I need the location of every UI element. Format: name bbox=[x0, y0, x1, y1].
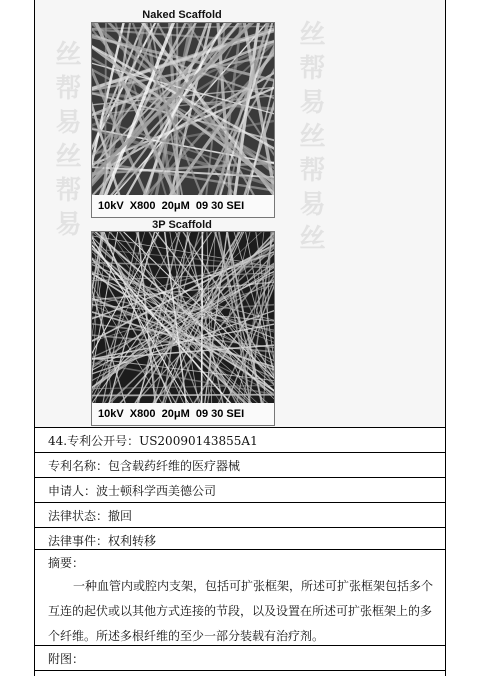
pub-number-text: 44.专利公开号：US20090143855A1 bbox=[48, 434, 258, 448]
watermark-left: 丝帮易丝帮易 bbox=[51, 40, 81, 244]
row-pub-number bbox=[35, 427, 445, 452]
abstract-label: 摘要： bbox=[48, 556, 85, 570]
sem-figure bbox=[35, 0, 445, 427]
naked-fiber-texture bbox=[92, 23, 274, 195]
row-legal-event bbox=[35, 527, 445, 549]
document-page bbox=[34, 0, 446, 676]
legal-status-text: 法律状态：撤回 bbox=[48, 509, 133, 523]
row-figure-label bbox=[35, 645, 445, 670]
row-patent-name bbox=[35, 452, 445, 477]
legal-event-text: 法律事件：权利转移 bbox=[48, 534, 157, 548]
row-abstract bbox=[35, 549, 445, 645]
table-bottom-border bbox=[35, 670, 445, 671]
bottom-image-title: 3P Scaffold bbox=[152, 219, 212, 231]
row-applicant bbox=[35, 477, 445, 502]
applicant-text: 申请人：波士顿科学西美德公司 bbox=[48, 484, 217, 498]
watermark-right: 丝帮易丝帮易丝 bbox=[295, 20, 325, 258]
sem-image-3p bbox=[91, 231, 275, 426]
abstract-text: 一种血管内或腔内支架，包括可扩张框架，所述可扩张框架包括多个互连的起伏或以其他方式连接的节段，以及设置在所述可扩张框架上的多个纤维。所述多根纤维的至少一部分装载有治疗剂。 bbox=[48, 579, 434, 643]
top-image-title: Naked Scaffold bbox=[142, 9, 222, 21]
row-legal-status bbox=[35, 502, 445, 527]
patent-name-text: 专利名称：包含载药纤维的医疗器械 bbox=[48, 459, 241, 473]
sem-image-naked bbox=[91, 22, 275, 218]
figure-label-text: 附图： bbox=[48, 652, 85, 666]
top-image-info-bar: 10kV X800 20μM 09 30 SEI bbox=[92, 195, 274, 217]
bottom-image-info-bar: 10kV X800 20μM 09 30 SEI bbox=[92, 403, 274, 425]
3p-fiber-texture bbox=[92, 232, 274, 403]
